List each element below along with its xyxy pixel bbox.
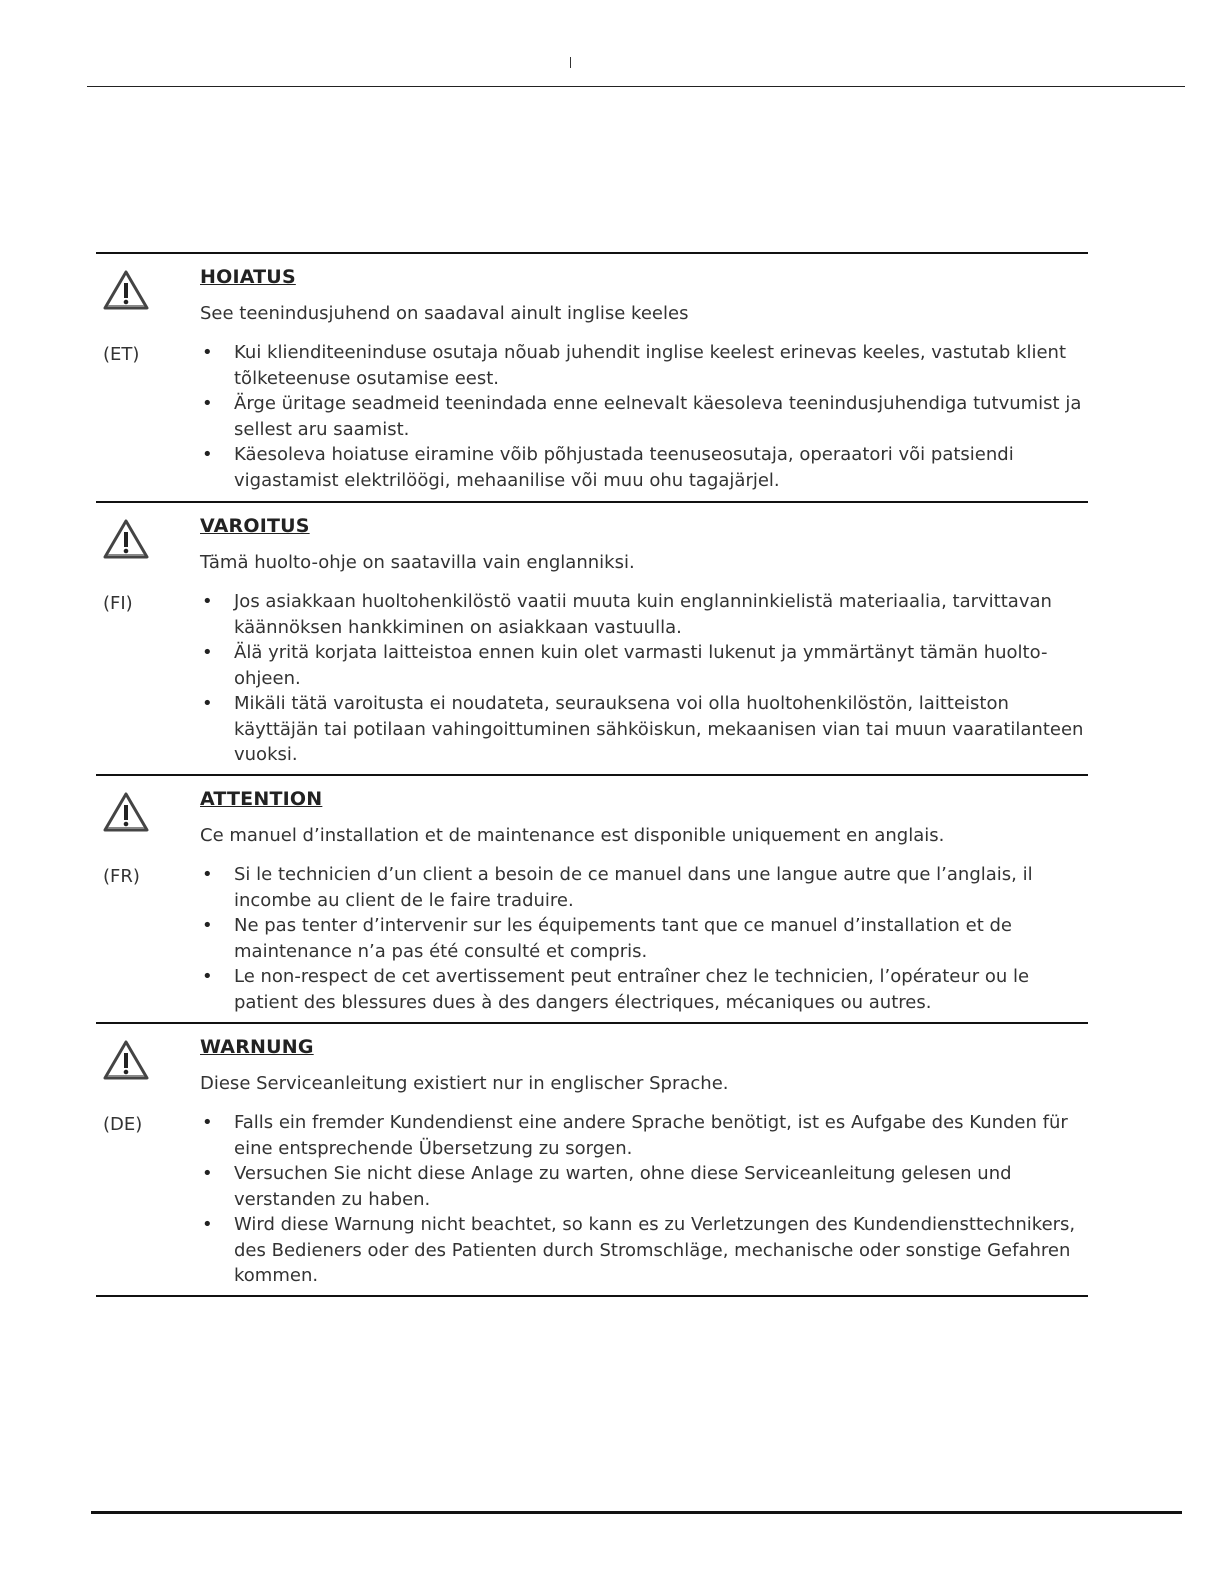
- bullet-item: • Ärge üritage seadmeid teenindada enne eelnevalt käesoleva teenindusjuhendiga tutvumist ja sellest aru saamist.: [200, 391, 1088, 442]
- footer-rule: [91, 1511, 1182, 1514]
- header-mark: [570, 57, 571, 68]
- warning-intro: Diese Serviceanleitung existiert nur in englischer Sprache.: [200, 1073, 729, 1094]
- warning-bullets: [200, 589, 1088, 768]
- bullet-item: • Älä yritä korjata laitteistoa ennen kuin olet varmasti lukenut ja ymmärtänyt tämän huolto-ohjeen.: [200, 640, 1088, 691]
- warning-triangle-icon: [102, 1039, 150, 1081]
- warning-triangle-icon: [102, 791, 150, 833]
- bullet-item: • Falls ein fremder Kundendienst eine andere Sprache benötigt, ist es Aufgabe des Kunden für eine entsprechende Übersetzung zu sorgen.: [200, 1110, 1088, 1161]
- warning-bullets: [200, 862, 1088, 1015]
- language-code: (ET): [103, 344, 140, 365]
- warning-intro: See teenindusjuhend on saadaval ainult inglise keeles: [200, 303, 689, 324]
- warnings-table: [96, 252, 1088, 1297]
- bullet-item: • Si le technicien d’un client a besoin de ce manuel dans une langue autre que l’anglais, il incombe au client de le faire traduire.: [200, 862, 1088, 913]
- warning-heading: ATTENTION: [200, 788, 323, 810]
- bullet-item: • Jos asiakkaan huoltohenkilöstö vaatii muuta kuin englanninkielistä materiaalia, tarvittavan käännöksen hankkiminen on asiakkaan vastuulla.: [200, 589, 1088, 640]
- warning-block-fi: [96, 501, 1088, 774]
- warning-heading: HOIATUS: [200, 266, 296, 288]
- warning-heading: WARNUNG: [200, 1036, 314, 1058]
- warning-triangle-icon: [102, 518, 150, 560]
- warning-block-et: [96, 252, 1088, 501]
- bullet-item: • Mikäli tätä varoitusta ei noudateta, seurauksena voi olla huoltohenkilöstön, laitteiston käyttäjän tai potilaan vahingoittuminen sähköiskun, mekaanisen vian tai muun vaaratilanteen vuoksi.: [200, 691, 1088, 768]
- warning-block-fr: [96, 774, 1088, 1022]
- warning-heading: VAROITUS: [200, 515, 310, 537]
- bullet-item: • Le non-respect de cet avertissement peut entraîner chez le technicien, l’opérateur ou le patient des blessures dues à des dangers électriques, mécaniques ou autres.: [200, 964, 1088, 1015]
- bullet-item: • Kui klienditeeninduse osutaja nõuab juhendit inglise keelest erinevas keeles, vastutab klient tõlketeenuse osutamise eest.: [200, 340, 1088, 391]
- warning-block-de: [96, 1022, 1088, 1297]
- warning-bullets: [200, 340, 1088, 493]
- warning-bullets: [200, 1110, 1088, 1289]
- bullet-item: • Ne pas tenter d’intervenir sur les équipements tant que ce manuel d’installation et de maintenance n’a pas été consulté et compris.: [200, 913, 1088, 964]
- header-rule: [87, 86, 1185, 87]
- warning-intro: Tämä huolto-ohje on saatavilla vain englanniksi.: [200, 552, 635, 573]
- warning-intro: Ce manuel d’installation et de maintenance est disponible uniquement en anglais.: [200, 825, 945, 846]
- bullet-item: • Versuchen Sie nicht diese Anlage zu warten, ohne diese Serviceanleitung gelesen und verstanden zu haben.: [200, 1161, 1088, 1212]
- language-code: (DE): [103, 1114, 143, 1135]
- bullet-item: • Wird diese Warnung nicht beachtet, so kann es zu Verletzungen des Kundendiensttechnikers, des Bedieners oder des Patienten durch Stromschläge, mechanische oder sonstige Gefahren kommen.: [200, 1212, 1088, 1289]
- bullet-item: • Käesoleva hoiatuse eiramine võib põhjustada teenuseosutaja, operaatori või patsiendi vigastamist elektrilöögi, mehaanilise või muu ohu tagajärjel.: [200, 442, 1088, 493]
- warning-triangle-icon: [102, 269, 150, 311]
- language-code: (FR): [103, 866, 140, 887]
- language-code: (FI): [103, 593, 133, 614]
